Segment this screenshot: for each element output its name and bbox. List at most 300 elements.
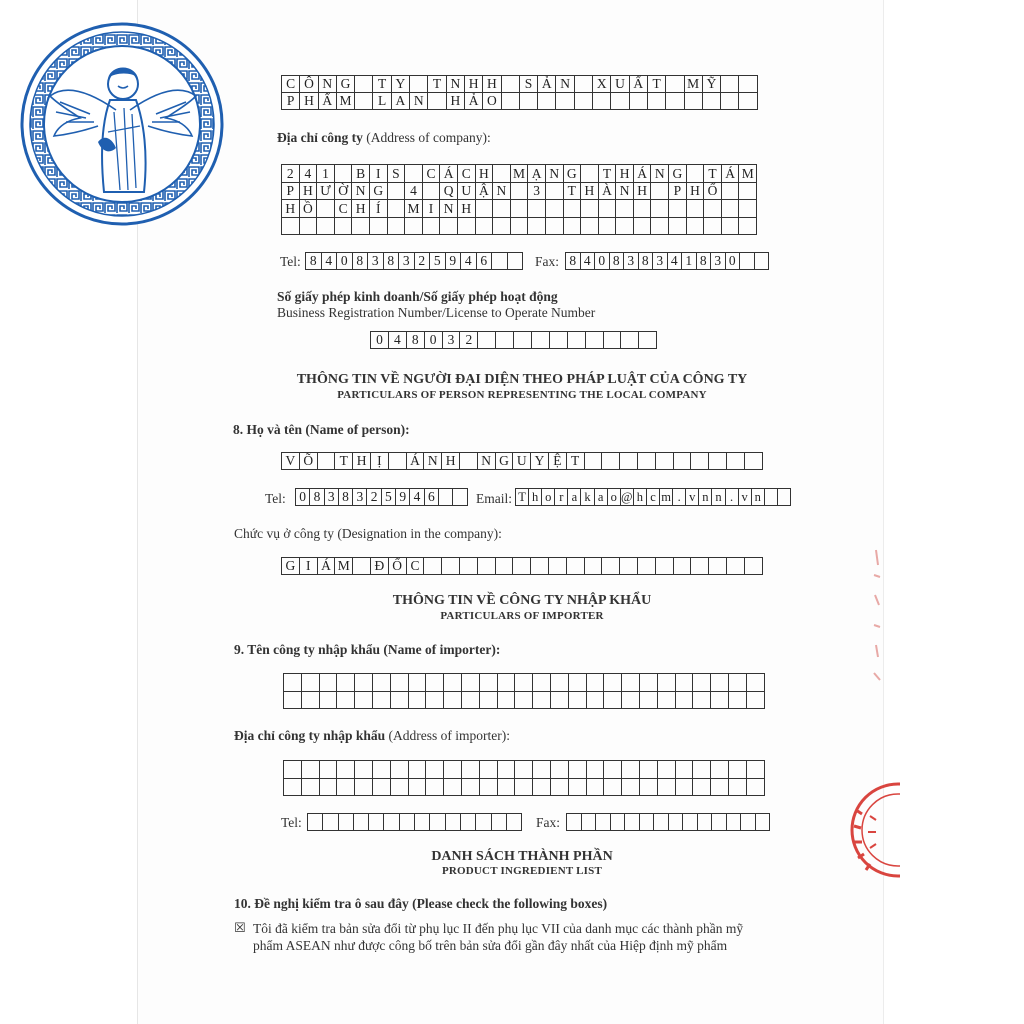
char-box[interactable] xyxy=(302,761,320,779)
char-box[interactable]: 2 xyxy=(367,489,381,506)
char-box[interactable] xyxy=(621,332,639,349)
char-box[interactable] xyxy=(520,93,538,110)
char-box[interactable] xyxy=(546,183,564,201)
char-box[interactable]: N xyxy=(319,76,337,93)
char-box[interactable] xyxy=(638,453,656,470)
char-box[interactable] xyxy=(400,814,415,831)
char-box[interactable]: 8 xyxy=(384,253,400,270)
char-box[interactable] xyxy=(745,453,763,470)
char-box[interactable] xyxy=(638,558,656,575)
char-box[interactable] xyxy=(355,692,373,710)
char-box[interactable]: 3 xyxy=(653,253,668,270)
char-box[interactable] xyxy=(337,692,355,710)
char-box[interactable] xyxy=(639,332,657,349)
char-box[interactable] xyxy=(622,674,640,692)
char-box[interactable]: G xyxy=(564,165,582,183)
char-box[interactable] xyxy=(669,200,687,218)
char-box[interactable] xyxy=(727,558,745,575)
char-box[interactable] xyxy=(622,761,640,779)
char-box[interactable] xyxy=(308,814,323,831)
char-box[interactable]: Á xyxy=(440,165,458,183)
char-box[interactable] xyxy=(391,761,409,779)
char-box[interactable] xyxy=(625,814,640,831)
char-box[interactable] xyxy=(630,93,648,110)
char-box[interactable] xyxy=(722,183,740,201)
char-box[interactable] xyxy=(693,674,711,692)
char-box[interactable] xyxy=(676,779,694,797)
char-box[interactable] xyxy=(428,93,446,110)
char-box[interactable]: L xyxy=(373,93,391,110)
char-box[interactable]: B xyxy=(352,165,370,183)
char-box[interactable]: N xyxy=(546,165,564,183)
char-box[interactable]: 4 xyxy=(668,253,683,270)
char-box[interactable] xyxy=(549,558,567,575)
char-box[interactable] xyxy=(602,558,620,575)
char-box[interactable] xyxy=(747,674,765,692)
char-box[interactable]: Ị xyxy=(371,453,389,470)
char-box[interactable] xyxy=(323,814,338,831)
char-box[interactable] xyxy=(446,814,461,831)
char-box[interactable] xyxy=(567,558,585,575)
char-box[interactable] xyxy=(284,692,302,710)
char-box[interactable] xyxy=(634,200,652,218)
char-box[interactable]: M xyxy=(337,93,355,110)
char-box[interactable]: @ xyxy=(621,489,634,506)
char-box[interactable]: 8 xyxy=(697,253,712,270)
char-box[interactable] xyxy=(669,218,687,236)
char-box[interactable]: 9 xyxy=(396,489,410,506)
char-box[interactable]: U xyxy=(513,453,531,470)
char-box[interactable]: 6 xyxy=(477,253,493,270)
char-box[interactable] xyxy=(424,558,442,575)
char-box[interactable]: N xyxy=(651,165,669,183)
char-box[interactable]: 3 xyxy=(368,253,384,270)
char-box[interactable]: C xyxy=(407,558,425,575)
char-box[interactable] xyxy=(498,779,516,797)
char-box[interactable] xyxy=(712,814,727,831)
char-box[interactable] xyxy=(729,761,747,779)
char-box[interactable] xyxy=(391,779,409,797)
char-box[interactable]: 8 xyxy=(310,489,324,506)
char-box[interactable]: r xyxy=(555,489,568,506)
char-box[interactable] xyxy=(355,93,373,110)
char-box[interactable]: C xyxy=(282,76,300,93)
char-box[interactable] xyxy=(651,200,669,218)
char-box[interactable] xyxy=(656,453,674,470)
char-box[interactable] xyxy=(462,692,480,710)
char-box[interactable] xyxy=(337,674,355,692)
char-box[interactable] xyxy=(658,779,676,797)
char-box[interactable] xyxy=(458,218,476,236)
char-box[interactable] xyxy=(581,200,599,218)
char-box[interactable]: M xyxy=(405,200,423,218)
char-box[interactable] xyxy=(587,674,605,692)
char-box[interactable] xyxy=(683,814,698,831)
char-box[interactable] xyxy=(676,692,694,710)
char-box[interactable] xyxy=(508,253,524,270)
char-box[interactable] xyxy=(423,183,441,201)
char-box[interactable]: . xyxy=(726,489,739,506)
char-box[interactable] xyxy=(727,453,745,470)
char-box[interactable] xyxy=(480,692,498,710)
char-box[interactable] xyxy=(478,558,496,575)
char-box[interactable]: H xyxy=(483,76,501,93)
char-box[interactable]: 0 xyxy=(726,253,741,270)
char-box[interactable]: G xyxy=(282,558,300,575)
char-box[interactable] xyxy=(567,814,582,831)
char-box[interactable] xyxy=(498,692,516,710)
char-box[interactable]: Á xyxy=(634,165,652,183)
char-box[interactable] xyxy=(492,253,508,270)
char-box[interactable] xyxy=(550,332,568,349)
char-box[interactable] xyxy=(426,779,444,797)
char-box[interactable]: T xyxy=(428,76,446,93)
char-box[interactable] xyxy=(444,674,462,692)
char-box[interactable]: I xyxy=(423,200,441,218)
char-box[interactable] xyxy=(405,218,423,236)
char-box[interactable]: 3 xyxy=(399,253,415,270)
char-box[interactable]: M xyxy=(739,165,757,183)
char-box[interactable] xyxy=(656,558,674,575)
char-box[interactable]: . xyxy=(673,489,686,506)
char-box[interactable] xyxy=(430,814,445,831)
char-box[interactable] xyxy=(355,779,373,797)
char-box[interactable]: Ỹ xyxy=(703,76,721,93)
char-box[interactable]: H xyxy=(353,453,371,470)
char-box[interactable] xyxy=(426,674,444,692)
char-box[interactable] xyxy=(564,200,582,218)
char-box[interactable]: P xyxy=(282,93,300,110)
char-box[interactable] xyxy=(493,200,511,218)
char-box[interactable] xyxy=(515,674,533,692)
char-box[interactable] xyxy=(568,332,586,349)
char-box[interactable] xyxy=(721,76,739,93)
char-box[interactable] xyxy=(355,674,373,692)
char-box[interactable]: Ệ xyxy=(549,453,567,470)
char-box[interactable] xyxy=(440,218,458,236)
char-box[interactable] xyxy=(538,93,556,110)
char-box[interactable] xyxy=(507,814,522,831)
char-box[interactable] xyxy=(442,558,460,575)
char-box[interactable]: 2 xyxy=(282,165,300,183)
char-box[interactable] xyxy=(593,93,611,110)
char-box[interactable] xyxy=(611,93,629,110)
char-box[interactable]: 0 xyxy=(337,253,353,270)
char-box[interactable] xyxy=(317,218,335,236)
char-box[interactable] xyxy=(604,692,622,710)
char-box[interactable] xyxy=(335,165,353,183)
char-box[interactable]: Ả xyxy=(538,76,556,93)
char-box[interactable]: 4 xyxy=(322,253,338,270)
char-box[interactable]: C xyxy=(335,200,353,218)
char-box[interactable] xyxy=(691,558,709,575)
char-box[interactable] xyxy=(409,692,427,710)
char-box[interactable]: N xyxy=(440,200,458,218)
char-box[interactable]: G xyxy=(669,165,687,183)
char-box[interactable] xyxy=(666,76,684,93)
char-box[interactable] xyxy=(747,779,765,797)
char-box[interactable] xyxy=(444,779,462,797)
char-box[interactable] xyxy=(320,761,338,779)
char-box[interactable] xyxy=(551,761,569,779)
char-box[interactable]: I xyxy=(300,558,318,575)
char-box[interactable] xyxy=(513,558,531,575)
char-box[interactable] xyxy=(674,558,692,575)
char-box[interactable] xyxy=(515,779,533,797)
char-box[interactable] xyxy=(302,779,320,797)
char-box[interactable] xyxy=(551,674,569,692)
char-box[interactable] xyxy=(604,779,622,797)
char-box[interactable] xyxy=(515,692,533,710)
char-box[interactable]: Q xyxy=(440,183,458,201)
char-box[interactable] xyxy=(569,779,587,797)
char-box[interactable] xyxy=(551,779,569,797)
char-box[interactable] xyxy=(409,779,427,797)
char-box[interactable]: 9 xyxy=(446,253,462,270)
char-box[interactable]: 0 xyxy=(425,332,443,349)
char-box[interactable]: 4 xyxy=(461,253,477,270)
char-box[interactable] xyxy=(693,779,711,797)
char-box[interactable]: n xyxy=(712,489,725,506)
char-box[interactable] xyxy=(745,558,763,575)
char-box[interactable] xyxy=(669,814,684,831)
char-box[interactable] xyxy=(711,674,729,692)
char-box[interactable] xyxy=(444,692,462,710)
char-box[interactable]: C xyxy=(458,165,476,183)
char-box[interactable] xyxy=(651,218,669,236)
char-box[interactable] xyxy=(765,489,778,506)
char-box[interactable] xyxy=(556,93,574,110)
char-box[interactable] xyxy=(648,93,666,110)
char-box[interactable]: V xyxy=(282,453,300,470)
char-box[interactable] xyxy=(778,489,791,506)
char-box[interactable] xyxy=(532,332,550,349)
char-box[interactable] xyxy=(602,453,620,470)
char-box[interactable] xyxy=(373,779,391,797)
char-box[interactable] xyxy=(410,76,428,93)
char-box[interactable] xyxy=(651,183,669,201)
char-box[interactable]: X xyxy=(593,76,611,93)
char-box[interactable] xyxy=(318,453,336,470)
char-box[interactable]: 2 xyxy=(460,332,478,349)
char-box[interactable]: H xyxy=(352,200,370,218)
char-box[interactable]: 4 xyxy=(300,165,318,183)
char-box[interactable] xyxy=(604,761,622,779)
char-box[interactable]: Á xyxy=(318,558,336,575)
char-box[interactable] xyxy=(721,93,739,110)
char-box[interactable] xyxy=(320,779,338,797)
char-box[interactable] xyxy=(693,692,711,710)
char-box[interactable]: H xyxy=(282,200,300,218)
char-box[interactable] xyxy=(302,692,320,710)
char-box[interactable] xyxy=(476,200,494,218)
char-box[interactable] xyxy=(739,93,757,110)
char-box[interactable] xyxy=(282,218,300,236)
char-box[interactable] xyxy=(666,93,684,110)
char-box[interactable] xyxy=(515,761,533,779)
char-box[interactable] xyxy=(640,761,658,779)
char-box[interactable]: 5 xyxy=(382,489,396,506)
char-box[interactable] xyxy=(462,674,480,692)
char-box[interactable] xyxy=(564,218,582,236)
char-box[interactable] xyxy=(596,814,611,831)
char-box[interactable]: U xyxy=(458,183,476,201)
char-box[interactable] xyxy=(496,332,514,349)
char-box[interactable] xyxy=(756,814,771,831)
char-box[interactable] xyxy=(498,674,516,692)
char-box[interactable]: Ô xyxy=(300,76,318,93)
char-box[interactable] xyxy=(709,453,727,470)
char-box[interactable] xyxy=(676,761,694,779)
char-box[interactable] xyxy=(685,93,703,110)
char-box[interactable]: Ư xyxy=(317,183,335,201)
char-box[interactable]: N xyxy=(478,453,496,470)
char-box[interactable] xyxy=(741,814,756,831)
char-box[interactable] xyxy=(640,814,655,831)
char-box[interactable]: N xyxy=(410,93,428,110)
char-box[interactable] xyxy=(620,558,638,575)
char-box[interactable] xyxy=(373,674,391,692)
char-box[interactable]: v xyxy=(739,489,752,506)
char-box[interactable] xyxy=(453,489,467,506)
char-box[interactable]: Ậ xyxy=(476,183,494,201)
char-box[interactable]: 3 xyxy=(624,253,639,270)
char-box[interactable] xyxy=(426,761,444,779)
char-box[interactable]: 1 xyxy=(317,165,335,183)
char-box[interactable] xyxy=(704,200,722,218)
char-box[interactable] xyxy=(616,200,634,218)
char-box[interactable] xyxy=(569,674,587,692)
char-box[interactable]: o xyxy=(608,489,621,506)
char-box[interactable]: 0 xyxy=(296,489,310,506)
char-box[interactable]: P xyxy=(669,183,687,201)
char-box[interactable]: h xyxy=(634,489,647,506)
char-box[interactable] xyxy=(460,453,478,470)
char-box[interactable]: T xyxy=(599,165,617,183)
char-box[interactable]: H xyxy=(687,183,705,201)
char-box[interactable] xyxy=(599,200,617,218)
char-box[interactable] xyxy=(611,814,626,831)
char-box[interactable]: I xyxy=(370,165,388,183)
char-box[interactable]: H xyxy=(300,183,318,201)
char-box[interactable] xyxy=(634,218,652,236)
char-box[interactable] xyxy=(704,218,722,236)
char-box[interactable] xyxy=(575,93,593,110)
char-box[interactable] xyxy=(585,453,603,470)
char-box[interactable]: 4 xyxy=(389,332,407,349)
char-box[interactable] xyxy=(480,779,498,797)
char-box[interactable] xyxy=(373,761,391,779)
char-box[interactable] xyxy=(740,253,755,270)
char-box[interactable] xyxy=(498,761,516,779)
char-box[interactable] xyxy=(640,674,658,692)
char-box[interactable] xyxy=(317,200,335,218)
char-box[interactable] xyxy=(747,761,765,779)
char-box[interactable]: N xyxy=(616,183,634,201)
char-box[interactable] xyxy=(582,814,597,831)
char-box[interactable]: 4 xyxy=(405,183,423,201)
char-box[interactable] xyxy=(658,692,676,710)
char-box[interactable]: U xyxy=(611,76,629,93)
char-box[interactable]: 6 xyxy=(425,489,439,506)
char-box[interactable]: T xyxy=(516,489,529,506)
char-box[interactable] xyxy=(320,692,338,710)
char-box[interactable] xyxy=(587,779,605,797)
char-box[interactable]: 8 xyxy=(639,253,654,270)
char-box[interactable]: Õ xyxy=(300,453,318,470)
char-box[interactable]: T xyxy=(648,76,666,93)
char-box[interactable] xyxy=(711,692,729,710)
char-box[interactable] xyxy=(460,558,478,575)
char-box[interactable]: O xyxy=(483,93,501,110)
char-box[interactable] xyxy=(546,200,564,218)
char-box[interactable]: S xyxy=(520,76,538,93)
char-box[interactable] xyxy=(687,218,705,236)
char-box[interactable] xyxy=(739,200,757,218)
char-box[interactable] xyxy=(352,218,370,236)
char-box[interactable] xyxy=(409,674,427,692)
char-box[interactable] xyxy=(533,761,551,779)
char-box[interactable] xyxy=(462,779,480,797)
char-box[interactable]: 3 xyxy=(528,183,546,201)
char-box[interactable] xyxy=(284,779,302,797)
char-box[interactable]: 1 xyxy=(682,253,697,270)
char-box[interactable] xyxy=(703,93,721,110)
char-box[interactable] xyxy=(389,453,407,470)
char-box[interactable] xyxy=(722,200,740,218)
char-box[interactable]: M xyxy=(511,165,529,183)
char-box[interactable]: H xyxy=(300,93,318,110)
char-box[interactable]: a xyxy=(568,489,581,506)
char-box[interactable]: S xyxy=(388,165,406,183)
char-box[interactable] xyxy=(739,218,757,236)
char-box[interactable] xyxy=(616,218,634,236)
char-box[interactable]: Ờ xyxy=(335,183,353,201)
char-box[interactable] xyxy=(369,814,384,831)
char-box[interactable] xyxy=(654,814,669,831)
char-box[interactable]: Đ xyxy=(371,558,389,575)
char-box[interactable]: M xyxy=(685,76,703,93)
char-box[interactable] xyxy=(339,814,354,831)
char-box[interactable]: 8 xyxy=(566,253,581,270)
char-box[interactable] xyxy=(502,76,520,93)
char-box[interactable]: 5 xyxy=(430,253,446,270)
char-box[interactable] xyxy=(514,332,532,349)
char-box[interactable]: v xyxy=(686,489,699,506)
char-box[interactable] xyxy=(691,453,709,470)
char-box[interactable] xyxy=(586,332,604,349)
char-box[interactable] xyxy=(693,761,711,779)
char-box[interactable]: o xyxy=(542,489,555,506)
char-box[interactable]: c xyxy=(647,489,660,506)
char-box[interactable] xyxy=(640,692,658,710)
char-box[interactable] xyxy=(727,814,742,831)
char-box[interactable]: k xyxy=(581,489,594,506)
char-box[interactable] xyxy=(533,779,551,797)
char-box[interactable] xyxy=(709,558,727,575)
char-box[interactable]: T xyxy=(704,165,722,183)
char-box[interactable] xyxy=(502,93,520,110)
char-box[interactable] xyxy=(599,218,617,236)
char-box[interactable]: 8 xyxy=(339,489,353,506)
char-box[interactable] xyxy=(492,814,507,831)
char-box[interactable]: 2 xyxy=(415,253,431,270)
char-box[interactable] xyxy=(528,218,546,236)
char-box[interactable]: N xyxy=(447,76,465,93)
char-box[interactable] xyxy=(531,558,549,575)
char-box[interactable] xyxy=(711,779,729,797)
char-box[interactable]: Y xyxy=(531,453,549,470)
